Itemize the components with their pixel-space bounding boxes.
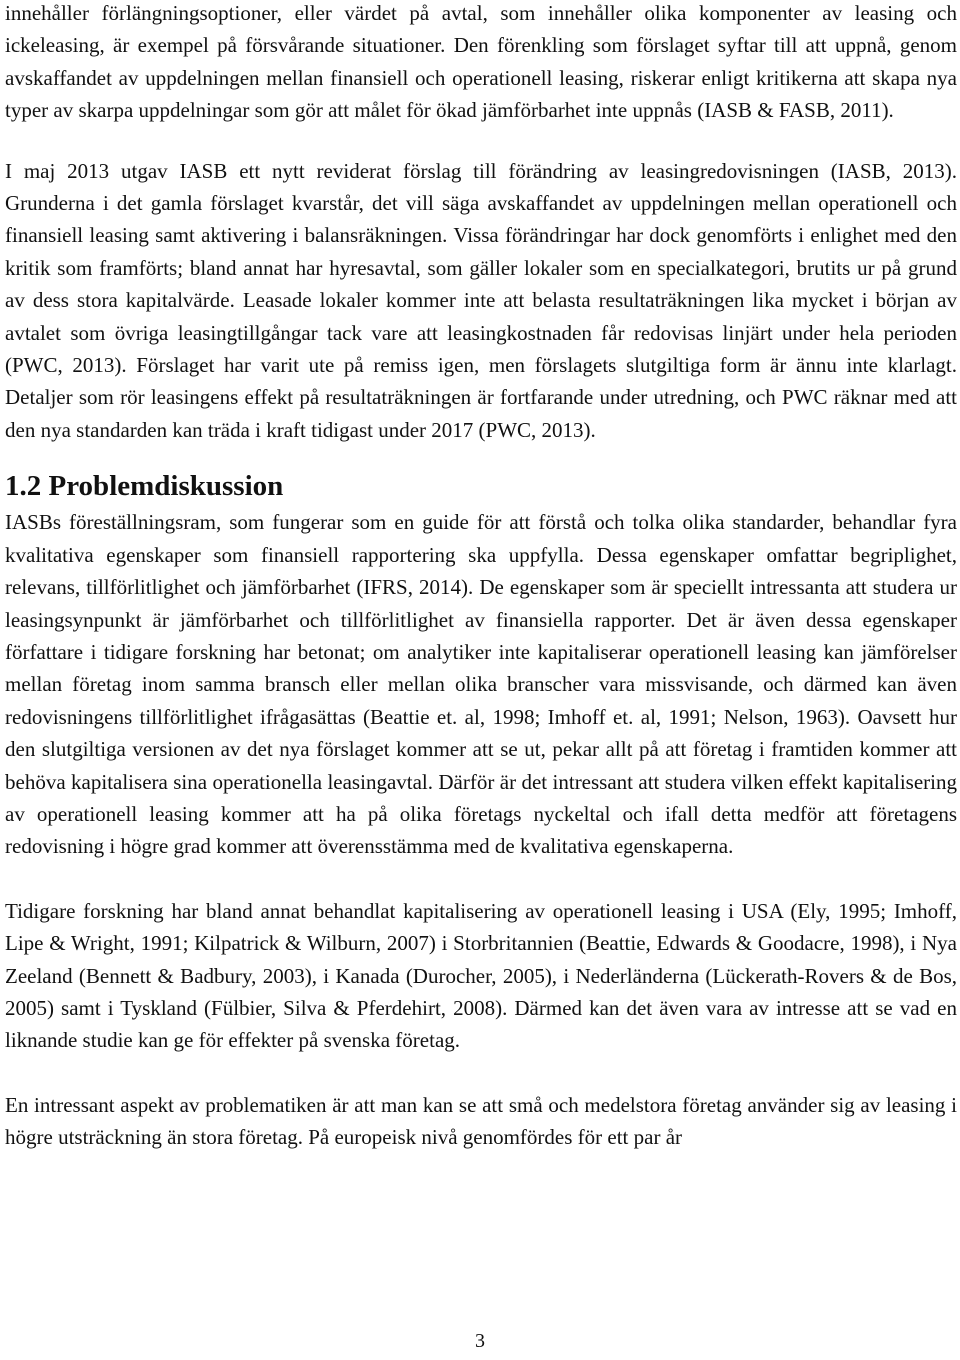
document-page [5, 0, 957, 1154]
section-heading-problemdiskussion: 1.2 Problemdiskussion [5, 470, 284, 503]
page-number: 3 [475, 1330, 485, 1352]
paragraph-ias-revised-proposal: I maj 2013 utgav IASB ett nytt reviderat förslag till förändring av leasingredovisningen (IASB, 2013). Grunderna i det gamla förslaget kvarstår, det vill säga avskaffandet av uppdelningen mellan operationell och finansiell leasing samt aktivering i balansräkningen. Vissa förändringar har dock genomförts i enlighet med den kritik som framförts; bland annat har hyresavtal, som gäller lokaler som en specialkategori, brutits ur på grund av dess stora kapitalvärde. Leasade lokaler kommer inte att belasta resultaträkningen lika mycket i början av avtalet som övriga leasingtillgångar tack vare att leasingkostnaden får redovisas linjärt under hela perioden (PWC, 2013). Förslaget har varit ute på remiss igen, men förslagets slutgiltiga form är ännu inte klarlagt. Detaljer som rör leasingens effekt på resultaträkningen är fortfarande under utredning, och PWC räknar med att den nya standarden kan träda i kraft tidigast under 2017 (PWC, 2013). [5, 158, 957, 442]
paragraph-previous-research: Tidigare forskning har bland annat behandlat kapitalisering av operationell leasing i USA (Ely, 1995; Imhoff, Lipe & Wright, 1991; Kilpatrick & Wilburn, 2007) i Storbritannien (Beattie, Edwards & Goodacre, 1998), i Nya Zeeland (Bennett & Badbury, 2003), i Kanada (Durocher, 2005), i Nederländerna (Lückerath-Rovers & de Bos, 2005) samt i Tyskland (Fülbier, Silva & Pferdehirt, 2008). Därmed kan det även vara av intresse att se vad en liknande studie kan ge för effekter på svenska företag. [5, 898, 957, 1053]
paragraph-qualitative-characteristics: IASBs föreställningsram, som fungerar som en guide för att förstå och tolka olika standarder, behandlar fyra kvalitativa egenskaper som finansiell rapportering ska uppfylla. Dessa egenskaper omfattar begriplighet, relevans, tillförlitlighet och jämförbarhet (IFRS, 2014). De egenskaper som är speciellt intressanta att studera ur leasingsynpunkt är jämförbarhet och tillförlitlighet av finansiella rapporter. Det är även dessa egenskaper författare i tidigare forskning har betonat; om analytiker inte kapitaliserar operationell leasing kan jämförelser mellan företag inom samma bransch eller mellan olika branscher vara missvisande, och därmed kan även redovisningens tillförlitlighet ifrågasättas (Beattie et. al, 1998; Imhoff et. al, 1991; Nelson, 1963). Oavsett hur den slutgiltiga versionen av det nya förslaget kommer att se ut, pekar allt på att företag i framtiden kommer att behöva kapitalisera sina operationella leasingavtal. Därför är det intressant att studera vilken effekt kapitalisering av operationell leasing kommer att ha på olika företags nyckeltal och ifall detta medför att företagens redovisning i högre grad kommer att överensstämma med de kvalitativa egenskaperna. [5, 510, 957, 859]
paragraph-leasing-criticism: innehåller förlängningsoptioner, eller värdet på avtal, som innehåller olika komponenter av leasing och ickeleasing, är exempel på försvårande situationer. Den förenkling som förslaget syftar till att uppnå, genom avskaffandet av uppdelningen mellan finansiell och operationell leasing, riskerar enligt kritikerna att skapa nya typer av skarpa uppdelningar som gör att målet för ökad jämförbarhet inte uppnås (IASB & FASB, 2011). [5, 1, 957, 123]
paragraph-sme-leasing: En intressant aspekt av problematiken är att man kan se att små och medelstora företag använder sig av leasing i högre utsträckning än stora företag. På europeisk nivå genomfördes för ett par år [5, 1092, 957, 1150]
